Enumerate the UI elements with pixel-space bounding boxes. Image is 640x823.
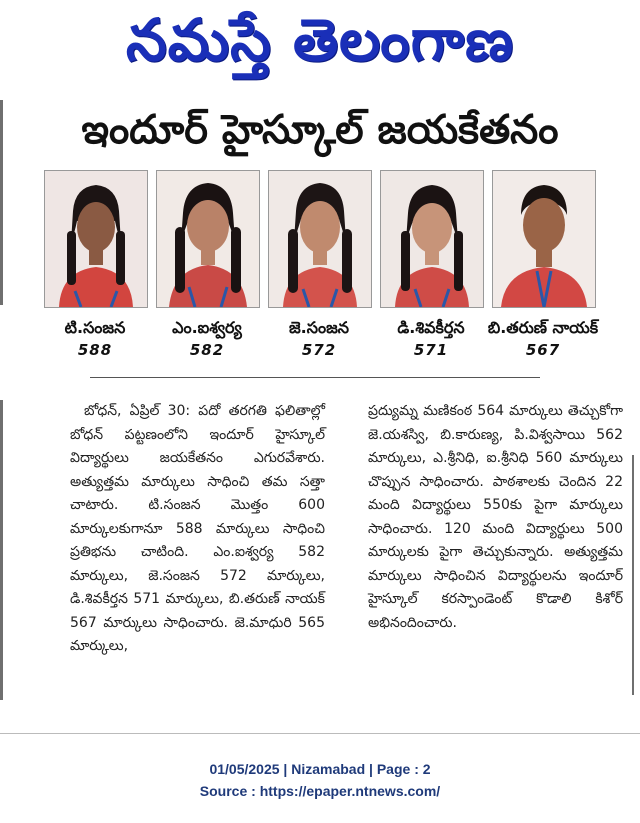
student-caption-5 bbox=[483, 318, 603, 362]
student-photo-4 bbox=[380, 170, 484, 308]
caption-divider bbox=[90, 377, 540, 378]
student-marks: 571 bbox=[413, 341, 449, 359]
clipping-border-right bbox=[632, 455, 634, 695]
student-photo-1 bbox=[44, 170, 148, 308]
student-caption-2 bbox=[147, 318, 267, 362]
student-caption-3 bbox=[259, 318, 379, 362]
clipping-border-left-lower bbox=[0, 400, 3, 700]
student-marks: 582 bbox=[189, 341, 225, 359]
student-photo-5 bbox=[492, 170, 596, 308]
student-marks: 567 bbox=[525, 341, 561, 359]
student-name: డి.శివకీర్తన bbox=[397, 318, 465, 337]
masthead-title: నమస్తే తెలంగాణ bbox=[126, 6, 514, 74]
source-link[interactable]: Source : https://epaper.ntnews.com/ bbox=[199, 783, 441, 799]
article-body-left-column: బోధన్, ఏప్రిల్ 30: పదో తరగతి ఫలితాల్లో బోధన్ పట్టణంలోని ఇందూర్ హైస్కూల్ విద్యార్థులు జయకేతనం ఎగురవేశారు. అత్యుత్తమ మార్కులు సాధించి తమ సత్తా చాటారు. టి.సంజన మొత్తం 600 మార్కులకుగానూ 588 మార్కులు సాధించి ప్రతిభను చాటింది. ఎం.ఐశ్వర్య 582 మార్కులు, జె.సంజన 572 మార్కులు, డి.శివకీర్తన 571 మార్కులు, బి.తరుణ్ నాయక్ 567 మార్కులు సాధించారు. జె.మాధురి 565 మార్కులు, bbox=[70, 403, 325, 654]
student-portrait-image bbox=[269, 171, 371, 307]
clipping-border-left bbox=[0, 100, 3, 305]
article-headline: ఇందూర్ హైస్కూల్ జయకేతనం bbox=[81, 107, 559, 153]
student-photos bbox=[44, 170, 596, 310]
student-photo-2 bbox=[156, 170, 260, 308]
student-names-row bbox=[44, 318, 604, 368]
student-photo-3 bbox=[268, 170, 372, 308]
student-name: బి.తరుణ్ నాయక్ bbox=[487, 318, 599, 337]
student-marks: 572 bbox=[301, 341, 337, 359]
student-portrait-image bbox=[157, 171, 259, 307]
student-portrait-image bbox=[493, 171, 595, 307]
article-body-right-column: ప్రద్యుమ్న మణికంఠ 564 మార్కులు తెచ్చుకోగా జె.యశస్వి, బి.కారుణ్య, పి.విశ్వసాయి 562 మార్కులు, ఎ.శ్రీనిధి, ఐ.శ్రీనిధి 560 మార్కులు చొప్పున సాధించారు. పాఠశాలకు చెందిన 22 మంది విద్యార్థులు 550కు పైగా మార్కులు సాధించారు. 120 మంది విద్యార్థులు 500 మార్కులకు పైగా తెచ్చుకున్నారు. అత్యుత్తమ మార్కులు సాధించిన విద్యార్థులను ఇందూర్ హైస్కూల్ కరస్పాండెంట్ కొడాలి కిశోర్ అభినందించారు. bbox=[368, 403, 623, 631]
page-footer bbox=[0, 758, 640, 802]
footer-divider bbox=[0, 733, 640, 734]
student-portrait-image bbox=[381, 171, 483, 307]
student-marks: 588 bbox=[77, 341, 113, 359]
student-name: టి.సంజన bbox=[64, 318, 126, 337]
student-caption-1 bbox=[35, 318, 155, 362]
edition-info: 01/05/2025 | Nizamabad | Page : 2 bbox=[209, 761, 431, 777]
student-portrait-image bbox=[45, 171, 147, 307]
student-name: జె.సంజన bbox=[288, 318, 350, 337]
student-caption-4 bbox=[371, 318, 491, 362]
student-name: ఎం.ఐశ్వర్య bbox=[172, 318, 242, 337]
newspaper-masthead bbox=[0, 4, 640, 76]
